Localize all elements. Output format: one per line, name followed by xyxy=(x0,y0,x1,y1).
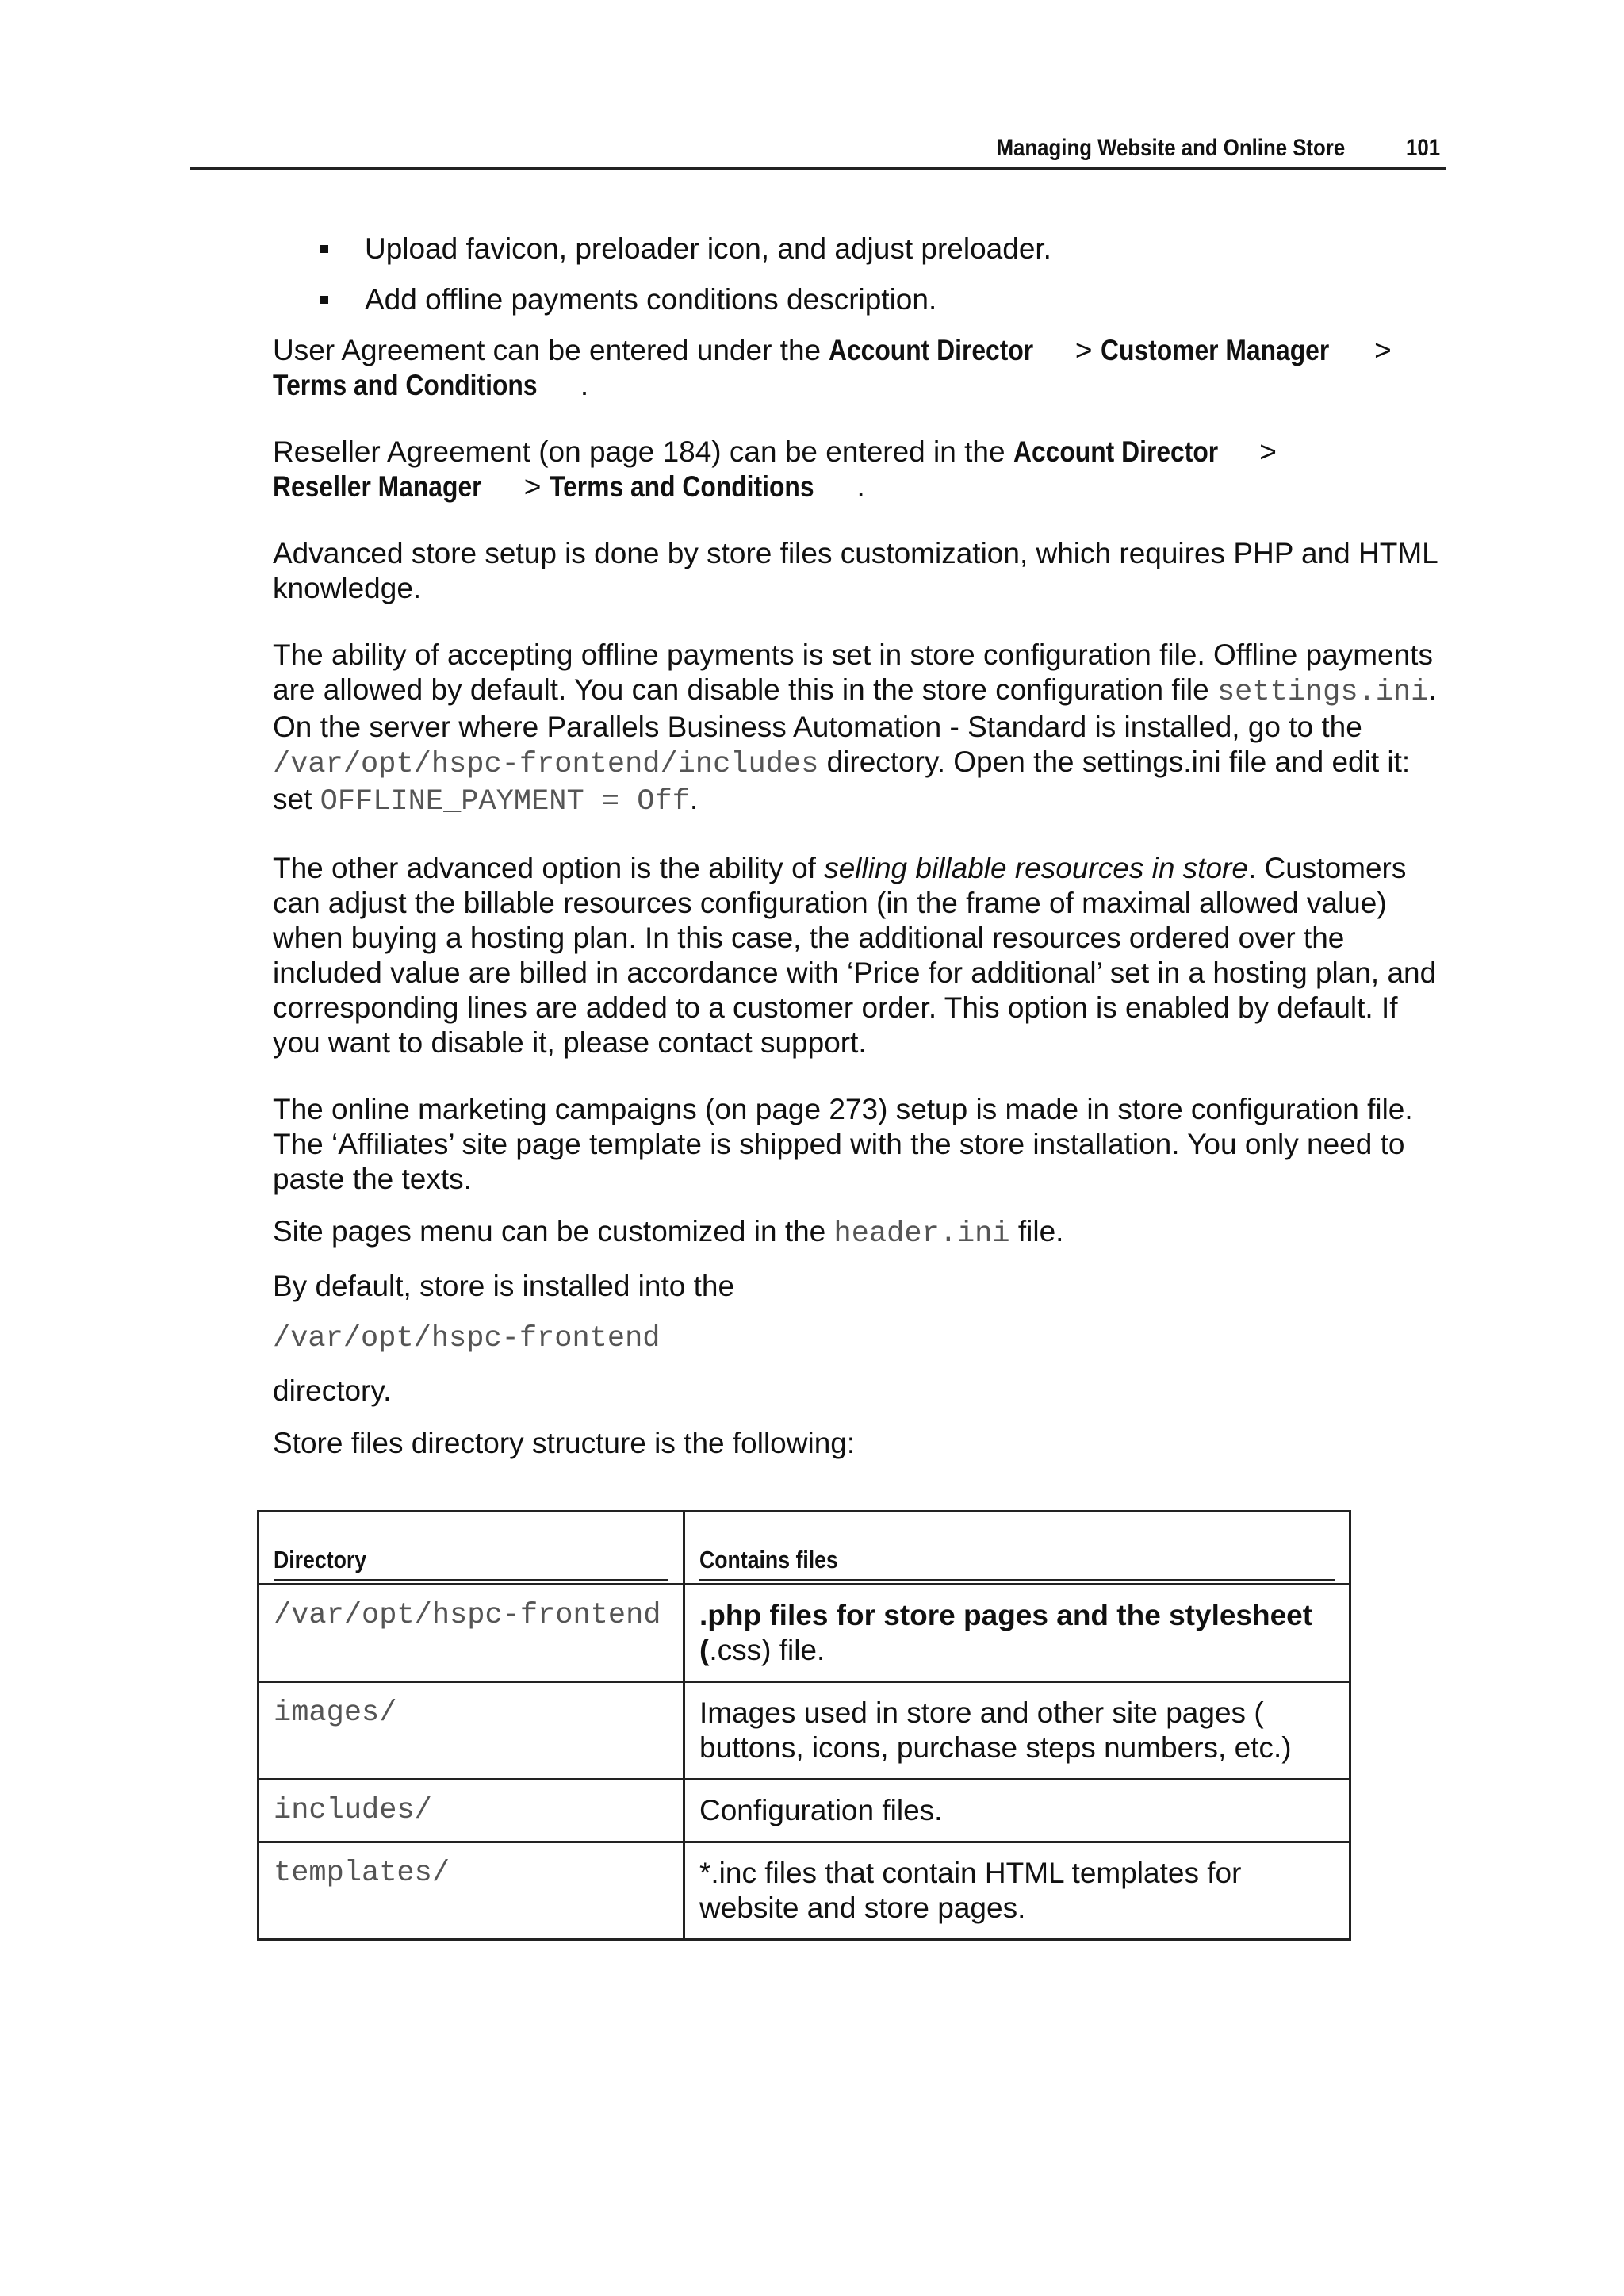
bullet-list xyxy=(273,232,1446,317)
contents-cell: .php files for store pages and the stylesheet (.css) file. xyxy=(684,1585,1350,1682)
nav-account-director: Account Director xyxy=(829,334,1034,366)
directory-cell: templates/ xyxy=(259,1842,684,1940)
column-header-contains-files: Contains files xyxy=(684,1512,1350,1585)
contents-cell: Configuration files. xyxy=(684,1780,1350,1842)
header-ini-code: header.ini xyxy=(833,1217,1010,1251)
offline-payment-setting-code: OFFLINE_PAYMENT = Off xyxy=(320,785,690,818)
table-row xyxy=(259,1842,1350,1940)
page-header xyxy=(190,130,1446,170)
contents-cell: *.inc files that contain HTML templates for website and store pages. xyxy=(684,1842,1350,1940)
directory-cell: /var/opt/hspc-frontend xyxy=(259,1585,684,1682)
list-item: Upload favicon, preloader icon, and adjust preloader. xyxy=(273,232,1446,266)
emphasis-text: selling billable resources in store xyxy=(824,852,1248,884)
contents-cell: Images used in store and other site pages ( buttons, icons, purchase steps numbers, etc.) xyxy=(684,1682,1350,1780)
nav-terms-and-conditions: Terms and Conditions xyxy=(273,369,538,401)
table-row xyxy=(259,1585,1350,1682)
directory-structure-table xyxy=(257,1510,1351,1941)
running-head-title: Managing Website and Online Store xyxy=(996,135,1345,161)
offline-payments-paragraph: The ability of accepting offline payments is set in store configuration file. Offline payments are allowed by default. You can disable this in the store configuration file settings.ini. On the server where Parallels Business Automation - Standard is installed, go to the /var/opt/hspc-frontend/includes directory. Open the settings.ini file and edit it: set OFFLINE_PAYMENT = Off. xyxy=(273,638,1437,818)
table-row xyxy=(259,1780,1350,1842)
advanced-setup-paragraph: Advanced store setup is done by store files customization, which requires PHP and HTML knowledge. xyxy=(273,537,1438,604)
billable-resources-paragraph: The other advanced option is the ability of selling billable resources in store. Customers can adjust the billable resources configuration (in the frame of maximal allowed value) when buying a hosting plan. In this case, the additional resources ordered over the included value are billed in accordance with ‘Price for additional’ set in a hosting plan, and corresponding lines are added to a customer order. This option is enabled by default. If you want to disable it, please contact support. xyxy=(273,852,1437,1059)
nav-customer-manager: Customer Manager xyxy=(1100,334,1329,366)
user-agreement-paragraph: User Agreement can be entered under the Account Director > Customer Manager > Terms and Conditions . xyxy=(273,334,1392,401)
table-header-row xyxy=(259,1512,1350,1585)
structure-paragraph: Store files directory structure is the following: xyxy=(273,1427,856,1459)
page-number: 101 xyxy=(1405,135,1440,161)
includes-path-code: /var/opt/hspc-frontend/includes xyxy=(273,748,819,781)
column-header-directory: Directory xyxy=(259,1512,684,1585)
directory-cell: images/ xyxy=(259,1682,684,1780)
default-install-paragraph: By default, store is installed into the xyxy=(273,1270,735,1302)
directory-paragraph: directory. xyxy=(273,1374,392,1407)
reseller-agreement-paragraph: Reseller Agreement (on page 184) can be entered in the Account Director > Reseller Manager > Terms and Conditions . xyxy=(273,435,1277,503)
default-path-code: /var/opt/hspc-frontend xyxy=(273,1322,661,1355)
list-item: Add offline payments conditions description. xyxy=(273,282,1446,317)
settings-ini-code: settings.ini xyxy=(1216,676,1429,709)
directory-cell: includes/ xyxy=(259,1780,684,1842)
page-body xyxy=(273,232,1446,1478)
table-row xyxy=(259,1682,1350,1780)
nav-terms-and-conditions: Terms and Conditions xyxy=(549,470,814,503)
marketing-campaigns-paragraph: The online marketing campaigns (on page 273) setup is made in store configuration file. The ‘Affiliates’ site page template is shipped with the store installation. You only need to paste the texts. xyxy=(273,1093,1413,1195)
site-menu-paragraph: Site pages menu can be customized in the header.ini file. xyxy=(273,1215,1064,1251)
nav-reseller-manager: Reseller Manager xyxy=(273,470,482,503)
nav-account-director: Account Director xyxy=(1013,435,1218,468)
